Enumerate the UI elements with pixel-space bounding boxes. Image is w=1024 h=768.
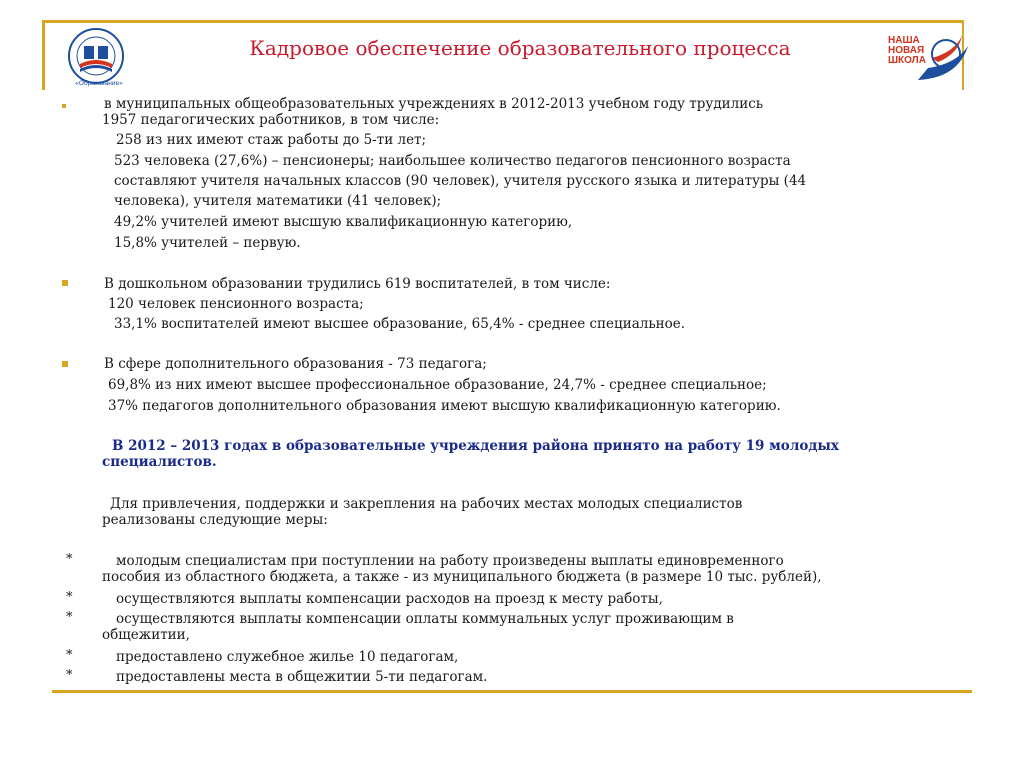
new-school-wordmark [888, 36, 928, 66]
section1-item: 523 человека (27,6%) – пенсионеры; наибольшее количество педагогов пенсионного возраста [114, 153, 791, 169]
section1-item: 258 из них имеют стаж работы до 5-ти лет; [116, 132, 427, 148]
wordmark-line-1: НАША [888, 35, 920, 46]
section1-item: составляют учителя начальных классов (90 человек), учителя русского языка и литературы (44 [114, 173, 807, 189]
section1-item: человека), учителя математики (41 человек); [114, 193, 442, 209]
measures-intro-cont: реализованы следующие меры: [102, 512, 328, 528]
measure-item: предоставлено служебное жилье 10 педагогам, [116, 649, 459, 665]
bullet-marker [62, 361, 68, 367]
measures-intro: Для привлечения, поддержки и закрепления на рабочих местах молодых специалистов [110, 496, 743, 512]
bullet-marker [62, 104, 66, 108]
wordmark-line-2: НОВАЯ [888, 45, 925, 56]
section1-lead-cont: 1957 педагогических работников, в том числе: [102, 112, 440, 128]
section3-item: 69,8% из них имеют высшее профессиональное образование, 24,7% - среднее специальное; [108, 377, 767, 393]
header-left-rule [42, 20, 45, 90]
asterisk-marker: * [66, 590, 73, 605]
asterisk-marker: * [66, 648, 73, 663]
header-top-rule [42, 20, 964, 23]
section2-lead: В дошкольном образовании трудились 619 воспитателей, в том числе: [104, 276, 611, 292]
section2-item: 120 человек пенсионного возраста; [108, 296, 364, 312]
measure-item: осуществляются выплаты компенсации оплаты коммунальных услуг проживающим в [116, 611, 734, 627]
section3-item: 37% педагогов дополнительного образования имеют высшую квалификационную категорию. [108, 398, 781, 414]
measure-item: предоставлены места в общежитии 5-ти педагогам. [116, 669, 488, 685]
young-specialists-line-cont: специалистов. [102, 454, 217, 470]
education-logo-caption: «Образование» [75, 80, 123, 87]
section1-item: 49,2% учителей имеют высшую квалификационную категорию, [114, 214, 573, 230]
page-title: Кадровое обеспечение образовательного процесса [249, 36, 791, 60]
measure-item: молодым специалистам при поступлении на работу произведены выплаты единовременного [116, 553, 784, 569]
measure-item-cont: общежитии, [102, 627, 190, 643]
asterisk-marker: * [66, 610, 73, 625]
new-school-logo [888, 28, 972, 88]
asterisk-marker: * [66, 668, 73, 683]
asterisk-marker: * [66, 552, 73, 567]
measure-item-cont: пособия из областного бюджета, а также - из муниципального бюджета (в размере 10 тыс. рублей), [102, 569, 822, 585]
wordmark-line-3: ШКОЛА [888, 55, 926, 66]
bullet-marker [62, 280, 68, 286]
section2-item: 33,1% воспитателей имеют высшее образование, 65,4% - среднее специальное. [114, 316, 686, 332]
section1-lead: в муниципальных общеобразовательных учреждениях в 2012-2013 учебном году трудились [104, 96, 764, 112]
young-specialists-line: В 2012 – 2013 годах в образовательные учреждения района принято на работу 19 молодых [112, 438, 839, 454]
section1-item: 15,8% учителей – первую. [114, 235, 301, 251]
measure-item: осуществляются выплаты компенсации расходов на проезд к месту работы, [116, 591, 663, 607]
section3-lead: В сфере дополнительного образования - 73 педагога; [104, 356, 487, 372]
footer-rule [52, 690, 972, 693]
